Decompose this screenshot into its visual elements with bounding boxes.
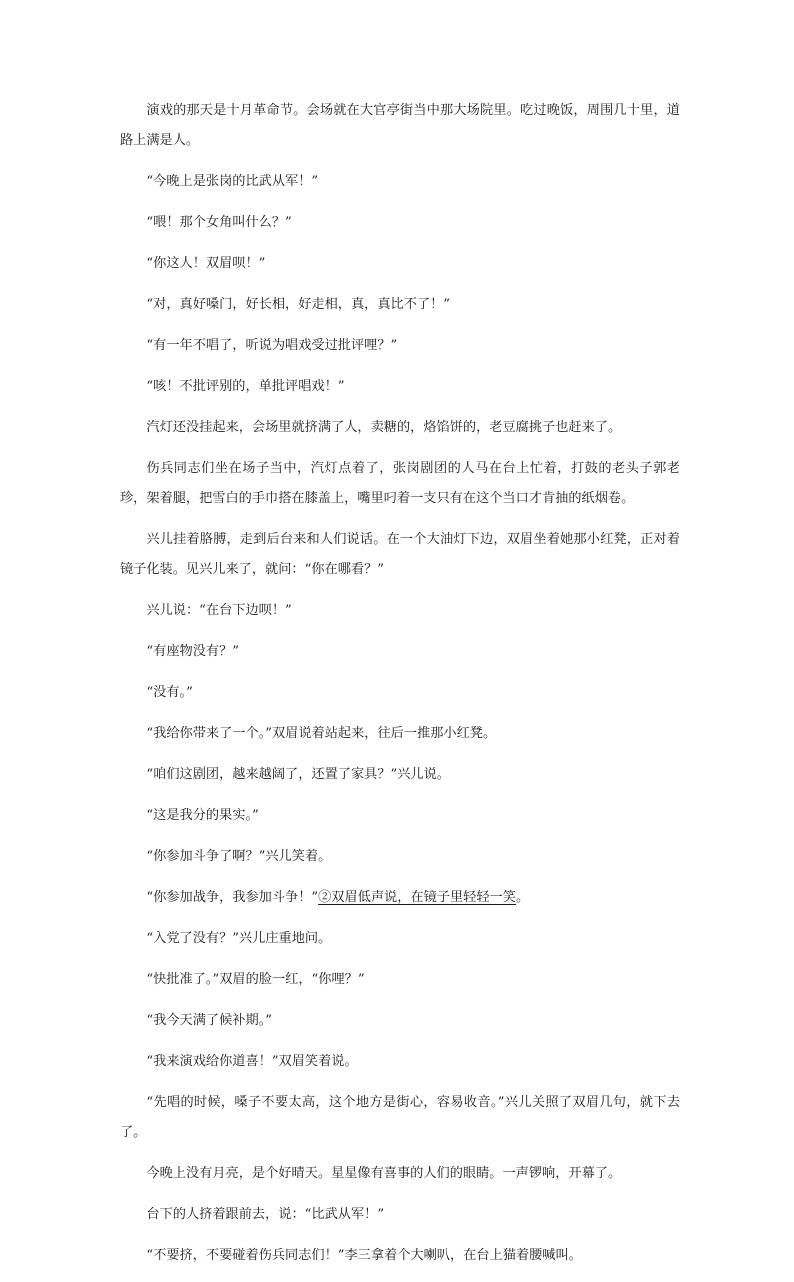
paragraph: 兴儿挂着胳膊，走到后台来和人们说话。在一个大油灯下边，双眉坐着她那小红凳，正对着镜子化装。见兴儿来了，就问：“你在哪看？”: [120, 532, 680, 577]
paragraph: “入党了没有？”兴儿庄重地问。: [146, 931, 332, 946]
paragraph: “喂！那个女角叫什么？”: [146, 215, 292, 230]
paragraph: 台下的人挤着跟前去，说：“比武从军！”: [146, 1207, 385, 1222]
paragraph: “有座物没有？”: [146, 644, 239, 659]
document-body: [120, 96, 680, 1282]
paragraph: “对，真好嗓门，好长相，好走相，真，真比不了！”: [146, 297, 450, 312]
underlined-sentence-2: ②双眉低声说，在镜子里轻轻一笑: [318, 890, 516, 905]
paragraph-text-before: “你参加战争，我参加斗争！”: [146, 890, 319, 905]
paragraph: 兴儿说：“在台下边呗！”: [146, 603, 292, 618]
paragraph: “这是我分的果实。”: [146, 808, 259, 823]
paragraph: “没有。”: [146, 685, 193, 700]
paragraph: “今晚上是张岗的比武从军！”: [146, 174, 319, 189]
paragraph: 伤兵同志们坐在场子当中，汽灯点着了，张岗剧团的人马在台上忙着，打鼓的老头子郭老珍，架着腿，把雪白的手巾搭在膝盖上，嘴里叼着一支只有在这个当口才肯抽的纸烟卷。: [120, 461, 680, 506]
paragraph: “我来演戏给你道喜！”双眉笑着说。: [146, 1054, 358, 1069]
paragraph: “快批准了。”双眉的脸一红，“你哩？”: [146, 972, 365, 987]
paragraph: 演戏的那天是十月革命节。会场就在大官亭街当中那大场院里。吃过晚饭，周围几十里，道路上满是人。: [120, 103, 680, 148]
paragraph: “你参加斗争了啊？”兴儿笑着。: [146, 849, 332, 864]
paragraph: 今晚上没有月亮，是个好晴天。星星像有喜事的人们的眼睛。一声锣响，开幕了。: [146, 1166, 622, 1181]
paragraph: 汽灯还没挂起来，会场里就挤满了人，卖糖的，烙馅饼的，老豆腐挑子也赶来了。: [146, 420, 622, 435]
paragraph-with-marked-sentence: [120, 883, 680, 913]
paragraph-text-after: 。: [515, 890, 530, 905]
paragraph: “你这人！双眉呗！”: [146, 256, 266, 271]
paragraph: “不要挤，不要碰着伤兵同志们！”李三拿着个大喇叭，在台上猫着腰喊叫。: [146, 1248, 582, 1263]
paragraph: “我给你带来了一个。”双眉说着站起来，往后一推那小红凳。: [146, 726, 497, 741]
paragraph: “我今天满了候补期。”: [146, 1013, 272, 1028]
paragraph: “有一年不唱了，听说为唱戏受过批评哩？”: [146, 338, 398, 353]
paragraph: “咱们这剧团，越来越阔了，还置了家具？”兴儿说。: [146, 767, 450, 782]
paragraph: “咳！不批评别的，单批评唱戏！”: [146, 379, 345, 394]
paragraph: “先唱的时候，嗓子不要太高，这个地方是街心，容易收音。”兴儿关照了双眉几句，就下去了。: [120, 1095, 680, 1140]
